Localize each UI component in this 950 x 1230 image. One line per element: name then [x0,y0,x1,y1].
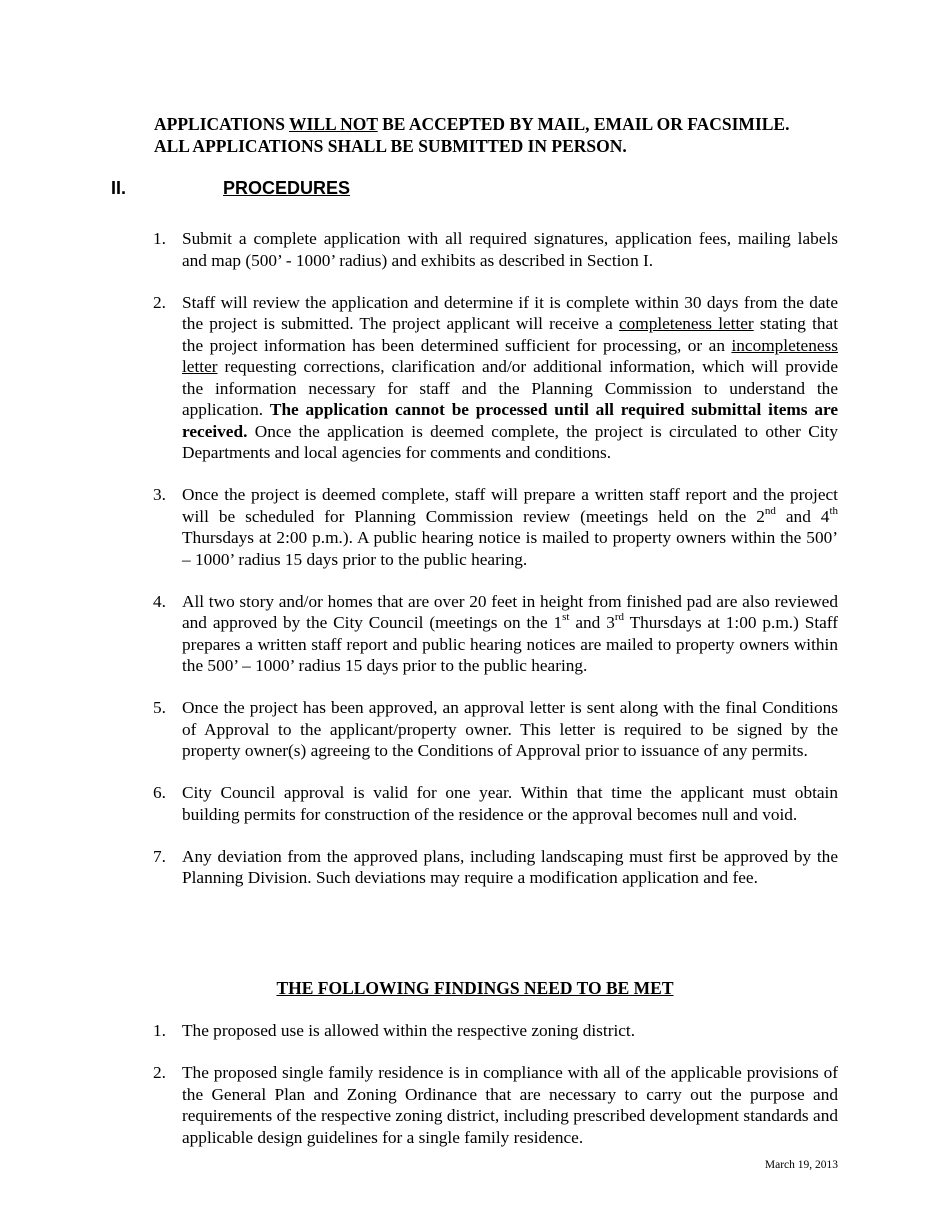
procedure-number: 2. [153,292,166,312]
procedure-text: Submit a complete application with all required signatures, application fees, mailing labels and map (500’ - 1000’ radius) and exhibits as described in Section I. [182,229,838,270]
procedure-text-part: Once the project is deemed complete, staff will prepare a written staff report and the project will be scheduled for Planning Commission review (meetings held on the 2 [182,485,838,526]
finding-item-1 [0,1020,950,1042]
procedure-text [182,484,838,570]
procedure-text: Once the project has been approved, an approval letter is sent along with the final Conditions of Approval to the applicant/property owner. This letter is required to be signed by the property owner(s) agreeing to the Conditions of Approval prior to issuance of any permits. [182,698,838,760]
finding-text: The proposed single family residence is in compliance with all of the applicable provisions of the General Plan and Zoning Ordinance that are necessary to carry out the purpose and requirements of the respective zoning district, including prescribed development standards and applicable design guidelines for a single family residence. [182,1063,838,1147]
procedure-item-3 [0,484,950,570]
procedure-text [182,591,838,677]
procedure-item-4 [0,591,950,677]
submission-notice [154,114,854,157]
notice-line-1-end: BE ACCEPTED BY MAIL, EMAIL OR FACSIMILE. [377,114,790,134]
procedure-item-7 [0,846,950,889]
ordinal-suffix: nd [764,504,776,517]
procedure-text: Any deviation from the approved plans, including landscaping must first be approved by the Planning Division. Such deviations may require a modification application and fee. [182,846,838,887]
section-title: PROCEDURES [223,178,351,198]
finding-text: The proposed use is allowed within the respective zoning district. [182,1021,636,1040]
procedure-text: City Council approval is valid for one year. Within that time the applicant must obtain building permits for construction of the residence or the approval becomes null and void. [182,783,838,824]
procedure-text-part: requesting corrections, clarification and/or additional information, which will provide the information necessary for staff and the Planning Commission to understand the application. [182,357,838,419]
section-number: II. [111,178,127,198]
notice-line-1 [154,114,854,136]
procedure-item-5 [0,697,950,762]
ordinal-suffix: rd [614,611,625,624]
notice-underlined-will-not: WILL NOT [289,114,378,134]
footer-date: March 19, 2013 [764,1159,838,1171]
finding-item-2 [0,1062,950,1148]
notice-line-1-start: APPLICATIONS [154,114,290,134]
finding-number: 1. [153,1021,166,1040]
procedure-number: 1. [153,229,166,248]
procedure-number: 6. [153,783,166,802]
procedure-text-part: stating that the project information has been determined sufficient for processing, or an [182,314,839,355]
procedure-number: 3. [153,485,166,504]
procedure-text-part: and 4 [775,506,830,526]
incompleteness-letter-term: incompleteness letter [182,335,838,376]
procedure-number: 7. [153,846,166,866]
procedure-item-6 [0,782,950,825]
ordinal-suffix: st [562,611,570,624]
procedure-text [182,292,838,464]
findings-list [0,1020,950,1169]
procedure-number: 4. [153,591,166,611]
procedure-item-1 [0,228,950,271]
procedure-text-part: Thursdays at 1:00 p.m.) Staff prepares a written staff report and public hearing notices are mailed to property owners within the 500’ – 1000’ radius 15 days prior to the public hearing. [182,613,839,675]
completeness-letter-term: completeness letter [618,314,754,333]
processing-requirement-emphasis: The application cannot be processed until all required submittal items are received. [182,400,838,441]
procedure-text-part: and 3 [569,613,615,632]
procedure-text-part: Once the application is deemed complete, the project is circulated to other City Departments and local agencies for comments and conditions. [182,421,838,462]
procedure-text-part: Thursdays at 2:00 p.m.). A public hearing notice is mailed to property owners within the 500’ – 1000’ radius 15 days prior to the public hearing. [182,528,838,569]
procedure-number: 5. [153,698,166,717]
procedure-text-part: Staff will review the application and determine if it is complete within 30 days from the date the project is submitted. The project applicant will receive a [182,292,838,333]
ordinal-suffix: th [829,504,839,517]
procedure-item-2 [0,292,950,464]
findings-heading: THE FOLLOWING FINDINGS NEED TO BE MET [276,978,674,998]
procedures-list [0,228,950,909]
notice-line-2: ALL APPLICATIONS SHALL BE SUBMITTED IN PERSON. [154,135,627,156]
procedure-text-part: All two story and/or homes that are over 20 feet in height from finished pad are also reviewed and approved by the City Council (meetings on the 1 [182,591,838,632]
finding-number: 2. [153,1063,166,1082]
